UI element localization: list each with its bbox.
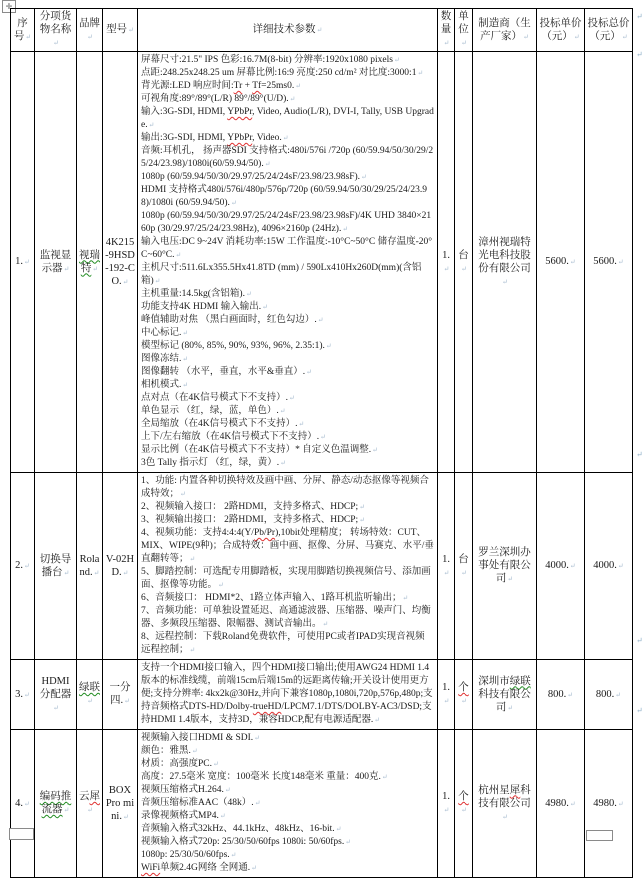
manufacturer-text: 深圳市绿联科技有限公司 ↵	[478, 676, 531, 713]
spec-line: 4、视频功能：支持4:4:4(Y/Pb/Pr),10bit处理精度； 转场特效：CUT、MIX、WIPE(9种)；合成特效：画中画、抠像、分屏、马赛克、水平/垂直翻转等； ↵	[141, 527, 434, 566]
brand-text: Roland. ↵	[80, 554, 100, 578]
manufacturer-text: 罗兰深圳办事处有限公司 ↵	[478, 547, 531, 584]
spec-line: 视频压缩格式H.264. ↵	[141, 784, 434, 797]
spec-list	[141, 475, 434, 657]
spec-line: 1080p: 25/30/50/60fps. ↵	[141, 849, 434, 862]
unit-text: 台 ↵	[458, 554, 469, 578]
spec-line: 输入电压:DC 9~24V 消耗功率:15W 工作温度:-10°C~50°C 储存温度-20°C~60°C. ↵	[141, 236, 434, 262]
no-cell[interactable]	[11, 473, 35, 660]
table-row	[11, 52, 633, 473]
col-header-specs[interactable]	[138, 9, 438, 52]
table-row	[11, 730, 633, 878]
col-header-unit[interactable]	[455, 9, 473, 52]
unit-price-text: 800. ↵	[548, 689, 573, 700]
spec-cell[interactable]	[138, 52, 438, 473]
spec-list	[141, 732, 434, 875]
col-header-brand[interactable]	[77, 9, 103, 52]
row-end-mark-icon: ↵	[636, 450, 643, 459]
spec-line: 上下/左右缩放（在4K信号模式下不支持）. ↵	[141, 431, 434, 444]
unit-price-cell[interactable]	[537, 52, 585, 473]
col-header-item-name[interactable]	[35, 9, 77, 52]
item-name-text: 监视显示器 ↵	[40, 250, 72, 274]
item-name-text: 切换导播台 ↵	[40, 554, 72, 578]
spec-line: 主机重量:14.5kg(含铝箱). ↵	[141, 288, 434, 301]
item-name-cell[interactable]	[35, 473, 77, 660]
spec-cell[interactable]	[138, 730, 438, 878]
total-price-cell[interactable]	[585, 660, 633, 730]
model-text: BOX Pro mini. ↵	[106, 785, 134, 822]
unit-text: 个 ↵	[458, 682, 469, 706]
spec-line: 1、功能: 内置各种切换特效及画中画、分屏、静态/动态抠像等视频合成特效； ↵	[141, 475, 434, 501]
spec-line: 显示比例（在4K信号模式下不支持）* 自定义色温调整. ↵	[141, 444, 434, 457]
qty-cell[interactable]	[438, 730, 455, 878]
brand-text: 绿联 ↵	[79, 682, 100, 706]
item-name-cell[interactable]	[35, 52, 77, 473]
spec-line: 音频压缩标准AAC（48k）. ↵	[141, 797, 434, 810]
qty-cell[interactable]	[438, 473, 455, 660]
spec-line: 1080p (60/59.94/50/30/29.97/25/24/24sF/23.98/23.98sF)/4K UHD 3840×2160p (30/29.97/25/24/23.98Hz), 4096×2160p (24Hz). ↵	[141, 210, 434, 236]
spec-line: 颜色：雅黑. ↵	[141, 745, 434, 758]
model-cell[interactable]	[103, 52, 138, 473]
spec-line: 视频输入格式720p: 25/30/50/60fps 1080i: 50/60fps. ↵	[141, 836, 434, 849]
spec-line: 主机尺寸:511.6Lx355.5Hx41.8TD (mm) / 590Lx410Hx260D(mm)(含铝箱) ↵	[141, 262, 434, 288]
table-resize-handle[interactable]	[586, 830, 613, 841]
manufacturer-cell[interactable]	[473, 473, 537, 660]
col-header-unit-price-text: 投标单价（元） ↵	[540, 18, 582, 42]
model-text: 一分四. ↵	[110, 682, 131, 706]
spec-line: 功能支持4K HDMI 输入输出. ↵	[141, 301, 434, 314]
spec-line: 音频输入格式32kHz、44.1kHz、48kHz、16-bit. ↵	[141, 823, 434, 836]
unit-cell[interactable]	[455, 473, 473, 660]
no-cell[interactable]	[11, 52, 35, 473]
total-price-cell[interactable]	[585, 730, 633, 878]
brand-cell[interactable]	[77, 730, 103, 878]
spec-line: 屏幕尺寸:21.5" IPS 色彩:16.7M(8-bit) 分辨率:1920x1080 pixels ↵	[141, 54, 434, 67]
unit-price-cell[interactable]	[537, 730, 585, 878]
spec-line: 音频:耳机孔， 扬声器SDI 支持格式:480i/576i /720p (60/59.94/50/30/29/25/24/23.98)/1080i(60/59.94/50). ↵	[141, 145, 434, 171]
spec-line: 单色显示 （红，绿，蓝，单色）. ↵	[141, 405, 434, 418]
spec-line: 3、视频输出接口： 2路HDMI，支持多格式、HDCP; ↵	[141, 514, 434, 527]
table-row	[11, 473, 633, 660]
brand-text: 视瑞特 ↵	[79, 250, 100, 274]
no-text: 3. ↵	[15, 689, 30, 700]
spec-line: 支持一个HDMI接口输入，四个HDMI接口输出;使用AWG24 HDMI 1.4版本的标准线缆，前端15cm后端15m的远距离传输;开关设计使用更方便;支持分辨率: 4kx2k@30Hz,并向下兼容1080p,1080i,720p,576p,480p;支持音频格式DTS-HD/Dolby-trueHD/LPCM7.1/DTS/DOLBY-AC3/DSD;支持HDMI 1.4版本，支持3D，兼容HDCP,配有电源适配器. ↵	[141, 662, 434, 727]
spec-cell[interactable]	[138, 660, 438, 730]
col-header-qty-text: 数量 ↵	[441, 11, 452, 48]
total-price-text: 5600. ↵	[593, 256, 624, 267]
spec-line: 2、视频输入接口： 2路HDMI，支持多格式、HDCP; ↵	[141, 501, 434, 514]
unit-cell[interactable]	[455, 52, 473, 473]
total-price-text: 4000. ↵	[593, 560, 624, 571]
manufacturer-text: 漳州视瑞特光电科技股份有限公司 ↵	[478, 237, 531, 287]
table-move-handle-icon[interactable]: ✛	[2, 0, 16, 13]
spec-line: 峰值辅助对焦 （黑白画面时，红色勾边）. ↵	[141, 314, 434, 327]
table-row	[11, 660, 633, 730]
header-row	[11, 9, 633, 52]
spec-line: 6、音频接口： HDMI*2、1路立体声输入、1路耳机监听输出； ↵	[141, 592, 434, 605]
spec-line: 1080p (60/59.94/50/30/29.97/25/24/24sF/23.98/23.98sF). ↵	[141, 171, 434, 184]
spec-line: 图像翻转 （水平，垂直，水平&垂直）. ↵	[141, 366, 434, 379]
no-cell[interactable]	[11, 660, 35, 730]
spec-line: 相机模式. ↵	[141, 379, 434, 392]
qty-cell[interactable]	[438, 660, 455, 730]
spec-line: 全局缩放（在4K信号模式下不支持）. ↵	[141, 418, 434, 431]
unit-text: 个 ↵	[458, 791, 469, 815]
model-cell[interactable]	[103, 473, 138, 660]
item-name-text: 编码推流器 ↵	[40, 791, 72, 815]
spec-list	[141, 662, 434, 727]
row-end-mark-icon: ↵	[636, 706, 643, 715]
spec-line: 输出:3G-SDI, HDMI, YPbPr, Video. ↵	[141, 132, 434, 145]
row-end-mark-icon: ↵	[636, 636, 643, 645]
spec-line: 录像视频格式MP4. ↵	[141, 810, 434, 823]
brand-cell[interactable]	[77, 473, 103, 660]
item-name-cell[interactable]	[35, 730, 77, 878]
manufacturer-cell[interactable]	[473, 660, 537, 730]
spec-line: 中心标记. ↵	[141, 327, 434, 340]
col-header-model[interactable]	[103, 9, 138, 52]
spec-line: 视频输入接口HDMI & SDI. ↵	[141, 732, 434, 745]
model-cell[interactable]	[103, 660, 138, 730]
spec-line: 材质：高强度PC. ↵	[141, 758, 434, 771]
spec-line: 输入:3G-SDI, HDMI, YPbPr, Video, Audio(L/R), DVI-I, Tally, USB Upgrade. ↵	[141, 106, 434, 132]
model-text: 4K215-9HSD-192-CO. ↵	[105, 237, 135, 287]
no-text: 4. ↵	[15, 798, 30, 809]
spec-line: 7、音频功能：可单独设置延迟、高通滤波器、压缩器、噪声门、均衡器、多频段压缩器、限幅器、测试音输出。 ↵	[141, 605, 434, 631]
spec-line: 可视角度:89°/89°(L/R) 89°/89°(U/D). ↵	[141, 93, 434, 106]
spec-line: 点对点（在4K信号模式下不支持）. ↵	[141, 392, 434, 405]
spec-line: 5、脚踏控制：可选配专用脚踏板，实现用脚踏切换视频信号、添加画面、抠像等功能。 ↵	[141, 566, 434, 592]
col-header-unit-text: 单位 ↵	[458, 11, 469, 48]
spec-line: 图像冻结. ↵	[141, 353, 434, 366]
spec-line: 点距:248.25x248.25 um 屏幕比例:16:9 亮度:250 cd/m² 对比度:3000:1 ↵	[141, 67, 434, 80]
item-name-text: HDMI 分配器 ↵	[40, 676, 72, 713]
brand-cell[interactable]	[77, 52, 103, 473]
qty-text: 1. ↵	[442, 554, 450, 578]
no-cell[interactable]	[11, 730, 35, 878]
total-price-text: 800. ↵	[596, 689, 621, 700]
spec-line: WiFi单频2.4G网络 全网通. ↵	[141, 862, 434, 875]
unit-price-text: 4980. ↵	[545, 798, 576, 809]
col-header-item-name-text: 分项货物名称 ↵	[40, 11, 72, 48]
spec-line: 高度：27.5毫米 宽度：100毫米 长度148毫米 重量：400克. ↵	[141, 771, 434, 784]
unit-cell[interactable]	[455, 730, 473, 878]
unit-price-cell[interactable]	[537, 473, 585, 660]
col-header-specs-text: 详细技术参数 ↵	[253, 24, 323, 35]
spec-line: 3色 Tally 指示灯 （红，绿，黄）. ↵	[141, 457, 434, 470]
col-header-unit-price[interactable]	[537, 9, 585, 52]
unit-text: 台 ↵	[458, 250, 469, 274]
item-name-cell[interactable]	[35, 660, 77, 730]
model-text: V-02HD. ↵	[106, 554, 134, 578]
brand-text: 云犀 ↵	[79, 791, 100, 815]
total-price-cell[interactable]	[585, 52, 633, 473]
procurement-table	[10, 8, 633, 878]
col-header-qty[interactable]	[438, 9, 455, 52]
total-price-text: 4980. ↵	[593, 798, 624, 809]
qty-text: 1. ↵	[442, 250, 450, 274]
spec-line: 背光源:LED 响应时间:Tr + Tf=25ms0. ↵	[141, 80, 434, 93]
qty-cell[interactable]	[438, 52, 455, 473]
col-header-total-price-text: 投标总价（元） ↵	[588, 18, 630, 42]
model-cell[interactable]	[103, 730, 138, 878]
unit-price-cell[interactable]	[537, 660, 585, 730]
spec-list	[141, 54, 434, 470]
row-end-mark-icon: ↵	[636, 12, 643, 21]
no-text: 2. ↵	[15, 560, 30, 571]
col-header-total-price[interactable]	[585, 9, 633, 52]
spec-cell[interactable]	[138, 473, 438, 660]
col-header-model-text: 型号 ↵	[106, 24, 134, 35]
unit-cell[interactable]	[455, 660, 473, 730]
unit-price-text: 5600. ↵	[545, 256, 576, 267]
col-header-no[interactable]	[11, 9, 35, 52]
manufacturer-cell[interactable]	[473, 730, 537, 878]
col-header-manufacturer-text: 制造商（生产厂家） ↵	[478, 18, 531, 42]
spec-line: 8、远程控制：下载Roland免费软件，可使用PC或者IPAD实现音视频远程控制； ↵	[141, 631, 434, 657]
manufacturer-cell[interactable]	[473, 52, 537, 473]
row-end-mark-icon: ↵	[636, 50, 643, 59]
bottom-left-handle[interactable]	[9, 828, 34, 840]
qty-text: 1. ↵	[442, 791, 450, 815]
no-text: 1. ↵	[15, 256, 30, 267]
col-header-no-text: 序号 ↵	[14, 18, 31, 42]
manufacturer-text: 杭州星犀科技有限公司 ↵	[478, 785, 531, 822]
total-price-cell[interactable]	[585, 473, 633, 660]
brand-cell[interactable]	[77, 660, 103, 730]
unit-price-text: 4000. ↵	[545, 560, 576, 571]
col-header-brand-text: 品牌 ↵	[79, 18, 100, 42]
qty-text: 1. ↵	[442, 682, 450, 706]
spec-line: HDMI 支持格式480i/576i/480p/576p/720p (60/59.94/50/30/29/25/24/23.98)/1080i (60/59.94/50). ↵	[141, 184, 434, 210]
spec-line: 模型标记 (80%, 85%, 90%, 93%, 96%, 2.35:1). ↵	[141, 340, 434, 353]
col-header-manufacturer[interactable]	[473, 9, 537, 52]
